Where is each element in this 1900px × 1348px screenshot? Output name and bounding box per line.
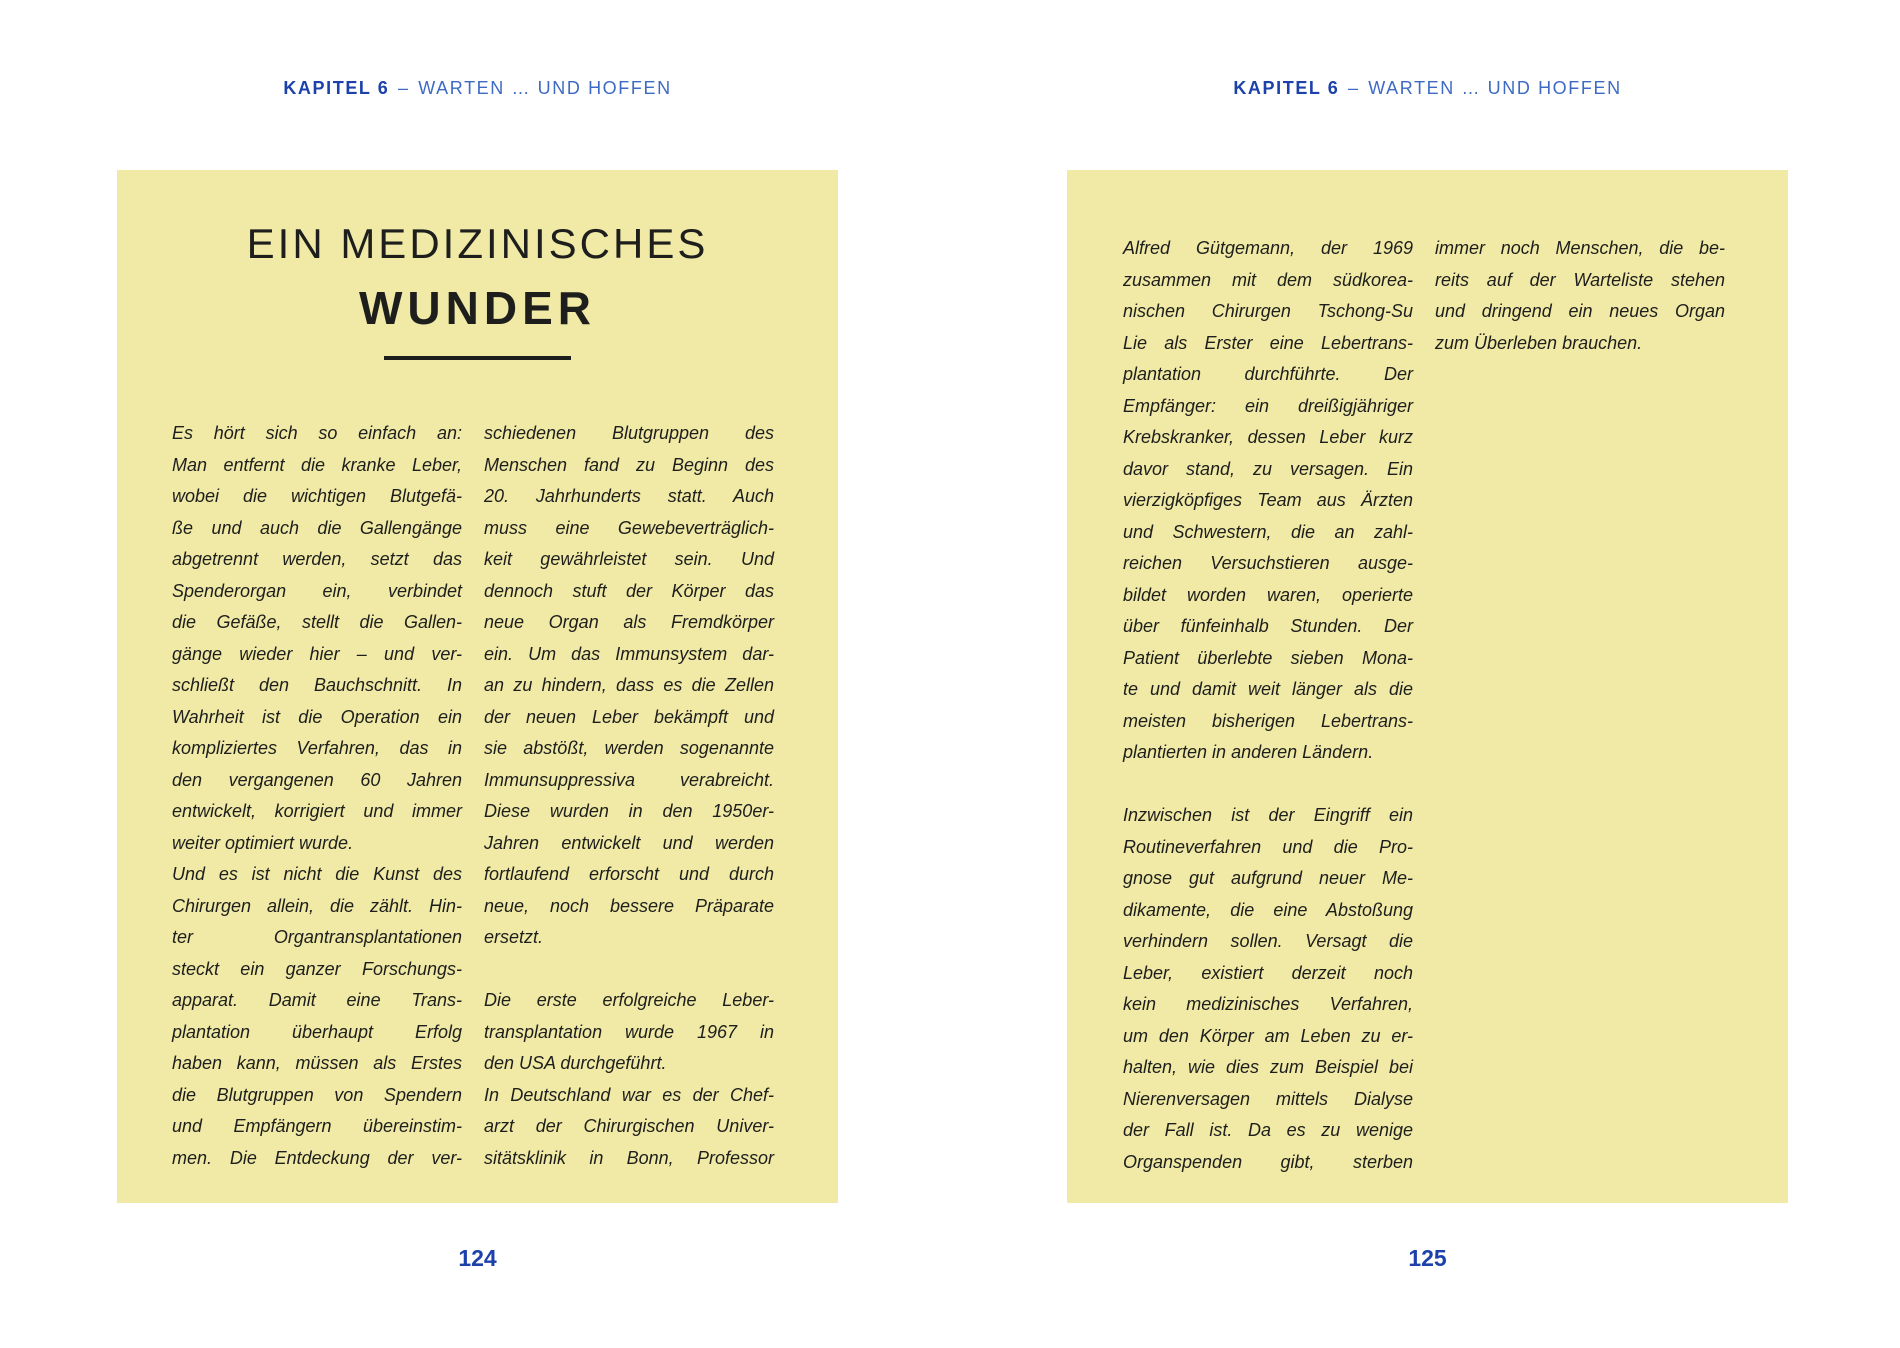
page-panel-right [1067, 170, 1788, 1203]
text-line: und dringend ein neues Organ [1435, 301, 1725, 321]
text-line: Routineverfahren und die Pro- [1123, 836, 1413, 857]
article-title-line-2: WUNDER [359, 282, 596, 334]
text-line: Patient überlebte sieben Mona- [1123, 647, 1413, 668]
paragraph [172, 859, 462, 1174]
text-line: Chirurgen allein, die zählt. Hin- [172, 895, 462, 916]
text-line: fortlaufend erforscht und durch [484, 864, 774, 884]
text-line: ein. Um das Immunsystem dar- [484, 643, 774, 664]
text-line: Jahren entwickelt und werden [484, 832, 774, 853]
text-line: abgetrennt werden, setzt das [172, 549, 462, 569]
text-line: zusammen mit dem südkorea- [1123, 269, 1413, 290]
text-line: reits auf der Warteliste stehen [1435, 269, 1725, 290]
running-head-left [117, 78, 838, 99]
chapter-title: WARTEN … UND HOFFEN [1368, 78, 1622, 98]
text-line: ter Organtransplantationen [172, 927, 462, 947]
text-line: plantation durchführte. Der [1123, 364, 1413, 384]
text-line: Und es ist nicht die Kunst des [172, 864, 462, 884]
paragraph [484, 1080, 774, 1175]
page-number-right: 125 [1408, 1245, 1447, 1271]
text-line: wobei die wichtigen Blutgefä- [172, 486, 462, 506]
text-line: Leber, existiert derzeit noch [1123, 962, 1413, 983]
title-divider-rule [384, 356, 571, 360]
text-line: weiter optimiert wurde. [172, 832, 354, 853]
text-line: ersetzt. [484, 927, 544, 947]
text-line: haben kann, müssen als Erstes [172, 1053, 462, 1073]
text-line: Lie als Erster eine Lebertrans- [1123, 332, 1413, 353]
text-line: Immunsuppressiva verabreicht. [484, 769, 774, 790]
text-line: Wahrheit ist die Operation ein [172, 706, 462, 727]
text-line: keit gewährleistet sein. Und [484, 549, 774, 569]
text-line: zum Überleben brauchen. [1435, 332, 1643, 353]
text-line: kein medizinisches Verfahren, [1123, 994, 1413, 1014]
text-line: verhindern sollen. Versagt die [1123, 931, 1413, 951]
text-line: vierzigköpfiges Team aus Ärzten [1123, 490, 1413, 510]
text-line: immer noch Menschen, die be- [1435, 238, 1725, 258]
text-line: Spenderorgan ein, verbindet [172, 580, 462, 601]
paragraph [172, 418, 462, 859]
text-line: Man entfernt die kranke Leber, [172, 454, 462, 475]
text-line: Organspenden gibt, sterben [1123, 1151, 1413, 1172]
text-line: um den Körper am Leben zu er- [1123, 1025, 1413, 1046]
text-line: Empfänger: ein dreißigjähriger [1123, 395, 1413, 416]
text-line: Krebskranker, dessen Leber kurz [1123, 427, 1413, 447]
text-line: Es hört sich so einfach an: [172, 423, 462, 443]
text-line: nischen Chirurgen Tschong-Su [1123, 301, 1413, 321]
text-line: entwickelt, korrigiert und immer [172, 801, 462, 821]
paragraph [484, 985, 774, 1080]
text-line: In Deutschland war es der Chef- [484, 1084, 774, 1105]
text-line: dennoch stuft der Körper das [484, 580, 774, 601]
text-line: der neuen Leber bekämpft und [484, 706, 774, 727]
text-line: die Gefäße, stellt die Gallen- [172, 612, 462, 632]
article-title-line-1: EIN MEDIZINISCHES [246, 220, 709, 267]
text-line: gnose gut aufgrund neuer Me- [1123, 868, 1413, 888]
text-line: Alfred Gütgemann, der 1969 [1123, 238, 1413, 258]
text-line: meisten bisherigen Lebertrans- [1123, 710, 1413, 731]
text-line: dikamente, die eine Abstoßung [1123, 899, 1413, 920]
text-line: apparat. Damit eine Trans- [172, 990, 462, 1010]
text-line: ße und auch die Gallengänge [172, 517, 462, 538]
paragraph [1435, 233, 1725, 359]
text-line: halten, wie dies zum Beispiel bei [1123, 1057, 1413, 1077]
text-column [484, 418, 774, 1174]
text-line: sitätsklinik in Bonn, Professor [484, 1147, 774, 1168]
text-line: plantation überhaupt Erfolg [172, 1021, 462, 1042]
chapter-separator: – [1348, 78, 1360, 98]
text-line: bildet worden waren, operierte [1123, 584, 1413, 605]
text-line: den vergangenen 60 Jahren [172, 769, 462, 790]
chapter-title: WARTEN … UND HOFFEN [418, 78, 672, 98]
text-line: transplantation wurde 1967 in [484, 1021, 774, 1042]
chapter-label: KAPITEL 6 [283, 78, 390, 98]
text-line: steckt ein ganzer Forschungs- [172, 958, 462, 979]
text-line: und Empfängern übereinstim- [172, 1116, 462, 1136]
text-line: sie abstößt, werden sogenannte [484, 738, 774, 758]
text-line: Nierenversagen mittels Dialyse [1123, 1088, 1413, 1109]
text-line: über fünfeinhalb Stunden. Der [1123, 616, 1413, 636]
text-column [1435, 233, 1725, 359]
text-line: neue Organ als Fremdkörper [484, 612, 774, 632]
text-line: kompliziertes Verfahren, das in [172, 738, 462, 758]
text-line: men. Die Entdeckung der ver- [172, 1147, 462, 1168]
text-line: schließt den Bauchschnitt. In [172, 675, 462, 695]
text-line: Die erste erfolgreiche Leber- [484, 990, 774, 1010]
chapter-label: KAPITEL 6 [1233, 78, 1340, 98]
paragraph [1123, 800, 1413, 1178]
paragraph [484, 418, 774, 954]
text-line: davor stand, zu versagen. Ein [1123, 458, 1413, 479]
text-line: reichen Versuchstieren ausge- [1123, 553, 1413, 573]
text-line: die Blutgruppen von Spendern [172, 1084, 462, 1105]
text-line: Menschen fand zu Beginn des [484, 454, 774, 475]
chapter-separator: – [398, 78, 410, 98]
running-head-right [1067, 78, 1788, 99]
text-line: muss eine Gewebeverträglich- [484, 517, 774, 538]
text-line: schiedenen Blutgruppen des [484, 423, 774, 443]
text-column [1123, 233, 1413, 1178]
page-panel-left [117, 170, 838, 1203]
paragraph [1123, 233, 1413, 769]
text-line: den USA durchgeführt. [484, 1053, 667, 1073]
text-line: gänge wieder hier – und ver- [172, 643, 462, 664]
text-line: Inzwischen ist der Eingriff ein [1123, 805, 1413, 825]
text-line: arzt der Chirurgischen Univer- [484, 1116, 774, 1136]
page-number-left: 124 [458, 1245, 497, 1271]
text-line: an zu hindern, dass es die Zellen [484, 675, 774, 695]
text-line: Diese wurden in den 1950er- [484, 801, 774, 821]
text-line: neue, noch bessere Präparate [484, 895, 774, 916]
text-line: der Fall ist. Da es zu wenige [1123, 1120, 1413, 1140]
text-line: 20. Jahrhunderts statt. Auch [484, 486, 774, 506]
text-line: te und damit weit länger als die [1123, 679, 1413, 699]
text-column [172, 418, 462, 1174]
text-line: plantierten in anderen Ländern. [1123, 742, 1374, 762]
text-line: und Schwestern, die an zahl- [1123, 521, 1413, 542]
